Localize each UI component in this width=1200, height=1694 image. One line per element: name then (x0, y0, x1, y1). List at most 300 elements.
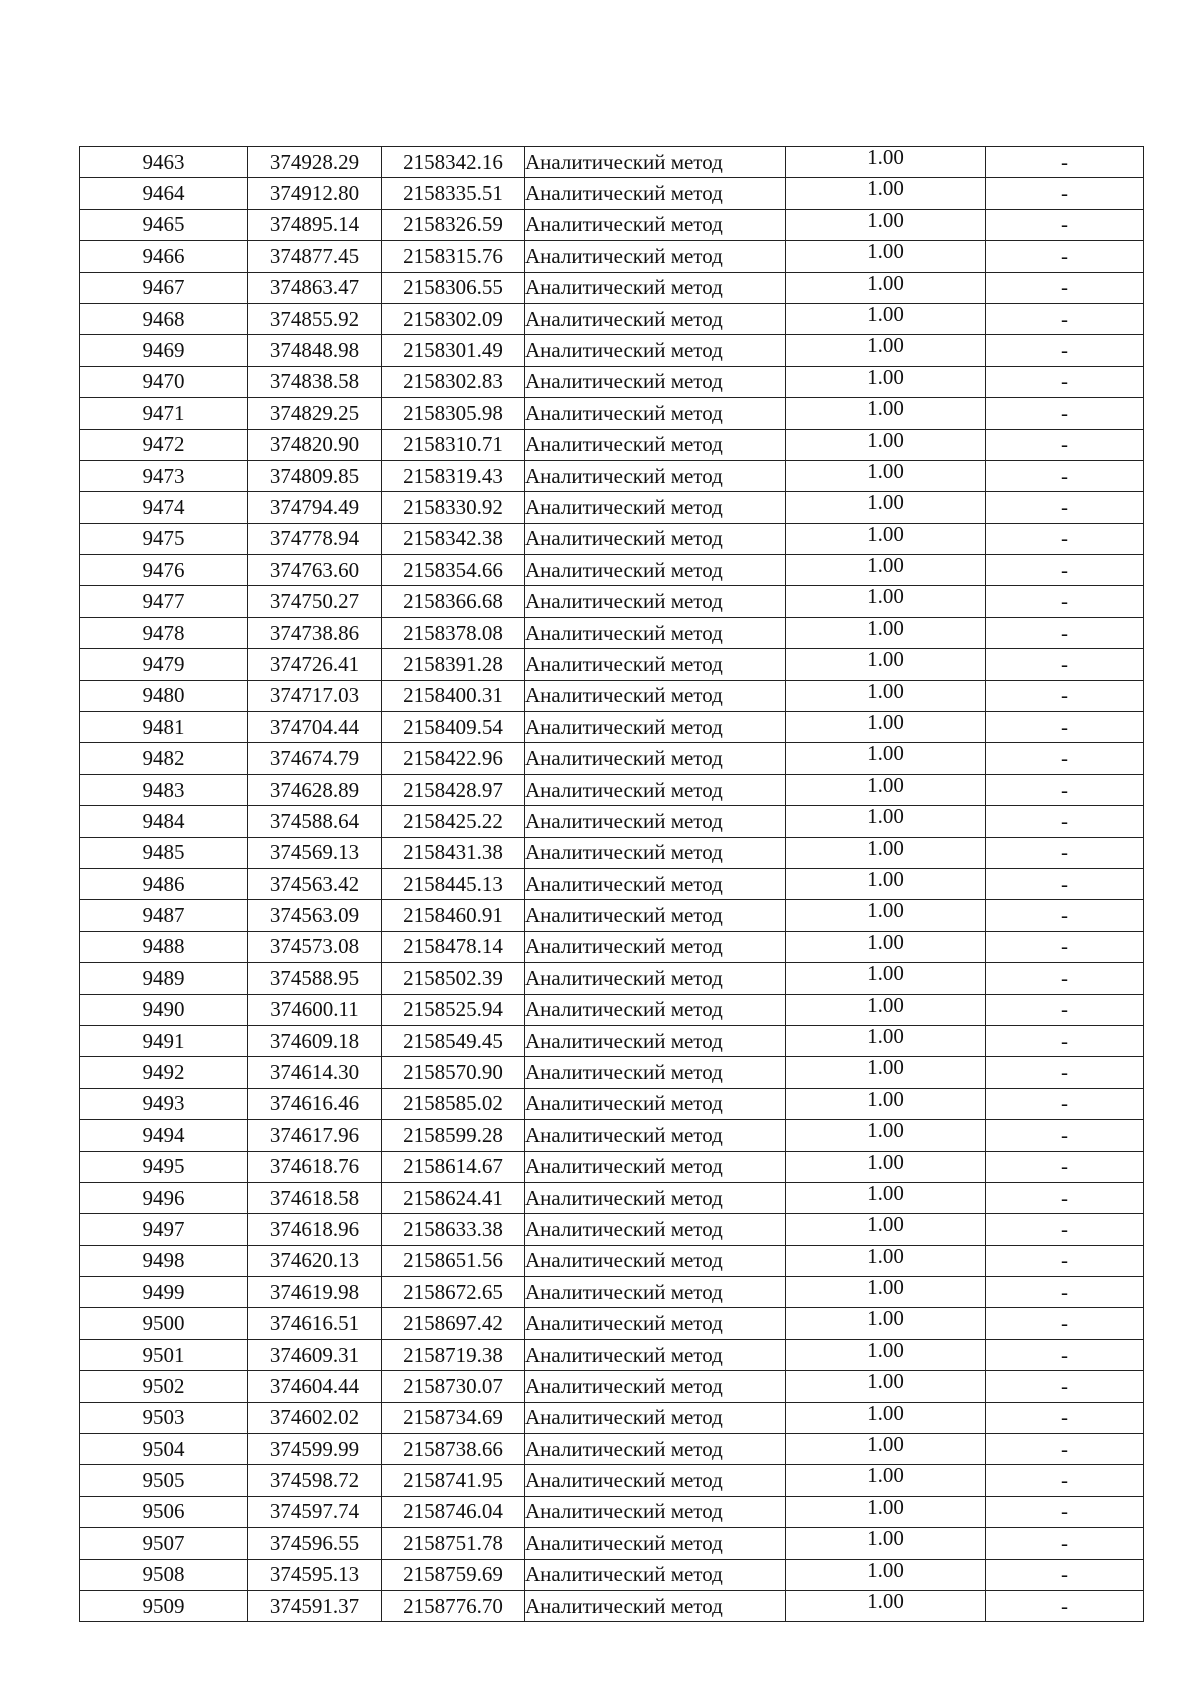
y-coordinate-cell: 2158614.67 (382, 1151, 525, 1182)
accuracy-cell: 1.00 (786, 178, 986, 209)
x-coordinate-cell: 374863.47 (248, 272, 382, 303)
description-cell: - (986, 335, 1144, 366)
point-number-cell: 9475 (80, 523, 248, 554)
accuracy-cell: 1.00 (786, 1120, 986, 1151)
x-coordinate-cell: 374595.13 (248, 1559, 382, 1590)
table-row (80, 1308, 1144, 1339)
accuracy-cell: 1.00 (786, 1088, 986, 1119)
method-cell: Аналитический метод (525, 178, 786, 209)
table-row (80, 335, 1144, 366)
table-row (80, 555, 1144, 586)
method-cell: Аналитический метод (525, 1465, 786, 1496)
y-coordinate-cell: 2158478.14 (382, 931, 525, 962)
x-coordinate-cell: 374618.58 (248, 1182, 382, 1213)
table-row (80, 1528, 1144, 1559)
method-cell: Аналитический метод (525, 366, 786, 397)
table-row (80, 1025, 1144, 1056)
point-number-cell: 9470 (80, 366, 248, 397)
table-row (80, 460, 1144, 491)
method-cell: Аналитический метод (525, 303, 786, 334)
point-number-cell: 9477 (80, 586, 248, 617)
description-cell: - (986, 1151, 1144, 1182)
y-coordinate-cell: 2158335.51 (382, 178, 525, 209)
x-coordinate-cell: 374618.76 (248, 1151, 382, 1182)
x-coordinate-cell: 374628.89 (248, 774, 382, 805)
method-cell: Аналитический метод (525, 1151, 786, 1182)
point-number-cell: 9482 (80, 743, 248, 774)
accuracy-cell: 1.00 (786, 963, 986, 994)
x-coordinate-cell: 374750.27 (248, 586, 382, 617)
y-coordinate-cell: 2158585.02 (382, 1088, 525, 1119)
method-cell: Аналитический метод (525, 398, 786, 429)
table-row (80, 1434, 1144, 1465)
description-cell: - (986, 147, 1144, 178)
x-coordinate-cell: 374591.37 (248, 1590, 382, 1621)
method-cell: Аналитический метод (525, 1088, 786, 1119)
table-row (80, 1371, 1144, 1402)
point-number-cell: 9507 (80, 1528, 248, 1559)
x-coordinate-cell: 374855.92 (248, 303, 382, 334)
method-cell: Аналитический метод (525, 335, 786, 366)
method-cell: Аналитический метод (525, 1245, 786, 1276)
point-number-cell: 9508 (80, 1559, 248, 1590)
y-coordinate-cell: 2158391.28 (382, 649, 525, 680)
table-row (80, 931, 1144, 962)
table-row (80, 523, 1144, 554)
y-coordinate-cell: 2158342.38 (382, 523, 525, 554)
point-number-cell: 9491 (80, 1025, 248, 1056)
y-coordinate-cell: 2158734.69 (382, 1402, 525, 1433)
method-cell: Аналитический метод (525, 523, 786, 554)
point-number-cell: 9469 (80, 335, 248, 366)
point-number-cell: 9504 (80, 1434, 248, 1465)
description-cell: - (986, 1402, 1144, 1433)
accuracy-cell: 1.00 (786, 774, 986, 805)
x-coordinate-cell: 374620.13 (248, 1245, 382, 1276)
y-coordinate-cell: 2158624.41 (382, 1182, 525, 1213)
table-row (80, 586, 1144, 617)
accuracy-cell: 1.00 (786, 931, 986, 962)
method-cell: Аналитический метод (525, 774, 786, 805)
description-cell: - (986, 868, 1144, 899)
point-number-cell: 9486 (80, 868, 248, 899)
description-cell: - (986, 492, 1144, 523)
method-cell: Аналитический метод (525, 1025, 786, 1056)
accuracy-cell: 1.00 (786, 366, 986, 397)
x-coordinate-cell: 374616.51 (248, 1308, 382, 1339)
x-coordinate-cell: 374895.14 (248, 209, 382, 240)
table-row (80, 1151, 1144, 1182)
x-coordinate-cell: 374563.42 (248, 868, 382, 899)
description-cell: - (986, 743, 1144, 774)
description-cell: - (986, 429, 1144, 460)
point-number-cell: 9464 (80, 178, 248, 209)
table-row (80, 806, 1144, 837)
description-cell: - (986, 1277, 1144, 1308)
accuracy-cell: 1.00 (786, 1151, 986, 1182)
point-number-cell: 9481 (80, 712, 248, 743)
y-coordinate-cell: 2158409.54 (382, 712, 525, 743)
method-cell: Аналитический метод (525, 806, 786, 837)
y-coordinate-cell: 2158751.78 (382, 1528, 525, 1559)
accuracy-cell: 1.00 (786, 900, 986, 931)
method-cell: Аналитический метод (525, 1308, 786, 1339)
accuracy-cell: 1.00 (786, 994, 986, 1025)
accuracy-cell: 1.00 (786, 837, 986, 868)
point-number-cell: 9492 (80, 1057, 248, 1088)
method-cell: Аналитический метод (525, 460, 786, 491)
table-row (80, 1277, 1144, 1308)
method-cell: Аналитический метод (525, 272, 786, 303)
y-coordinate-cell: 2158326.59 (382, 209, 525, 240)
method-cell: Аналитический метод (525, 492, 786, 523)
method-cell: Аналитический метод (525, 837, 786, 868)
description-cell: - (986, 1182, 1144, 1213)
accuracy-cell: 1.00 (786, 1559, 986, 1590)
description-cell: - (986, 963, 1144, 994)
method-cell: Аналитический метод (525, 1434, 786, 1465)
description-cell: - (986, 900, 1144, 931)
x-coordinate-cell: 374726.41 (248, 649, 382, 680)
accuracy-cell: 1.00 (786, 429, 986, 460)
table-row (80, 712, 1144, 743)
x-coordinate-cell: 374717.03 (248, 680, 382, 711)
x-coordinate-cell: 374674.79 (248, 743, 382, 774)
description-cell: - (986, 994, 1144, 1025)
accuracy-cell: 1.00 (786, 1496, 986, 1527)
table-row (80, 398, 1144, 429)
description-cell: - (986, 586, 1144, 617)
table-row (80, 303, 1144, 334)
x-coordinate-cell: 374563.09 (248, 900, 382, 931)
method-cell: Аналитический метод (525, 1371, 786, 1402)
method-cell: Аналитический метод (525, 680, 786, 711)
x-coordinate-cell: 374848.98 (248, 335, 382, 366)
x-coordinate-cell: 374928.29 (248, 147, 382, 178)
method-cell: Аналитический метод (525, 712, 786, 743)
method-cell: Аналитический метод (525, 1559, 786, 1590)
accuracy-cell: 1.00 (786, 1025, 986, 1056)
x-coordinate-cell: 374614.30 (248, 1057, 382, 1088)
accuracy-cell: 1.00 (786, 147, 986, 178)
description-cell: - (986, 680, 1144, 711)
point-number-cell: 9495 (80, 1151, 248, 1182)
point-number-cell: 9499 (80, 1277, 248, 1308)
description-cell: - (986, 1496, 1144, 1527)
table-row (80, 1182, 1144, 1213)
table-row (80, 900, 1144, 931)
y-coordinate-cell: 2158633.38 (382, 1214, 525, 1245)
description-cell: - (986, 1434, 1144, 1465)
accuracy-cell: 1.00 (786, 460, 986, 491)
point-number-cell: 9494 (80, 1120, 248, 1151)
description-cell: - (986, 555, 1144, 586)
table-row (80, 774, 1144, 805)
table-row (80, 366, 1144, 397)
accuracy-cell: 1.00 (786, 586, 986, 617)
point-number-cell: 9496 (80, 1182, 248, 1213)
table-row (80, 241, 1144, 272)
accuracy-cell: 1.00 (786, 209, 986, 240)
description-cell: - (986, 398, 1144, 429)
y-coordinate-cell: 2158525.94 (382, 994, 525, 1025)
method-cell: Аналитический метод (525, 1496, 786, 1527)
y-coordinate-cell: 2158378.08 (382, 617, 525, 648)
table-row (80, 429, 1144, 460)
description-cell: - (986, 1245, 1144, 1276)
x-coordinate-cell: 374738.86 (248, 617, 382, 648)
description-cell: - (986, 178, 1144, 209)
accuracy-cell: 1.00 (786, 241, 986, 272)
y-coordinate-cell: 2158301.49 (382, 335, 525, 366)
description-cell: - (986, 1590, 1144, 1621)
method-cell: Аналитический метод (525, 994, 786, 1025)
table-row (80, 492, 1144, 523)
method-cell: Аналитический метод (525, 1528, 786, 1559)
method-cell: Аналитический метод (525, 1182, 786, 1213)
method-cell: Аналитический метод (525, 617, 786, 648)
point-number-cell: 9493 (80, 1088, 248, 1119)
table-row (80, 272, 1144, 303)
accuracy-cell: 1.00 (786, 398, 986, 429)
point-number-cell: 9474 (80, 492, 248, 523)
description-cell: - (986, 837, 1144, 868)
table-row (80, 1465, 1144, 1496)
accuracy-cell: 1.00 (786, 1182, 986, 1213)
point-number-cell: 9473 (80, 460, 248, 491)
x-coordinate-cell: 374794.49 (248, 492, 382, 523)
x-coordinate-cell: 374598.72 (248, 1465, 382, 1496)
y-coordinate-cell: 2158651.56 (382, 1245, 525, 1276)
table-row (80, 147, 1144, 178)
point-number-cell: 9497 (80, 1214, 248, 1245)
y-coordinate-cell: 2158672.65 (382, 1277, 525, 1308)
accuracy-cell: 1.00 (786, 868, 986, 899)
method-cell: Аналитический метод (525, 1402, 786, 1433)
accuracy-cell: 1.00 (786, 1434, 986, 1465)
y-coordinate-cell: 2158330.92 (382, 492, 525, 523)
accuracy-cell: 1.00 (786, 1057, 986, 1088)
table-row (80, 649, 1144, 680)
y-coordinate-cell: 2158741.95 (382, 1465, 525, 1496)
accuracy-cell: 1.00 (786, 1277, 986, 1308)
accuracy-cell: 1.00 (786, 1339, 986, 1370)
accuracy-cell: 1.00 (786, 1214, 986, 1245)
y-coordinate-cell: 2158306.55 (382, 272, 525, 303)
point-number-cell: 9466 (80, 241, 248, 272)
description-cell: - (986, 931, 1144, 962)
accuracy-cell: 1.00 (786, 492, 986, 523)
y-coordinate-cell: 2158776.70 (382, 1590, 525, 1621)
point-number-cell: 9498 (80, 1245, 248, 1276)
accuracy-cell: 1.00 (786, 523, 986, 554)
method-cell: Аналитический метод (525, 900, 786, 931)
table-row (80, 1120, 1144, 1151)
description-cell: - (986, 1528, 1144, 1559)
description-cell: - (986, 303, 1144, 334)
description-cell: - (986, 1088, 1144, 1119)
description-cell: - (986, 1025, 1144, 1056)
point-number-cell: 9501 (80, 1339, 248, 1370)
x-coordinate-cell: 374600.11 (248, 994, 382, 1025)
y-coordinate-cell: 2158738.66 (382, 1434, 525, 1465)
accuracy-cell: 1.00 (786, 617, 986, 648)
description-cell: - (986, 712, 1144, 743)
y-coordinate-cell: 2158310.71 (382, 429, 525, 460)
table-row (80, 209, 1144, 240)
y-coordinate-cell: 2158697.42 (382, 1308, 525, 1339)
y-coordinate-cell: 2158302.09 (382, 303, 525, 334)
x-coordinate-cell: 374809.85 (248, 460, 382, 491)
y-coordinate-cell: 2158431.38 (382, 837, 525, 868)
accuracy-cell: 1.00 (786, 712, 986, 743)
method-cell: Аналитический метод (525, 931, 786, 962)
point-number-cell: 9480 (80, 680, 248, 711)
method-cell: Аналитический метод (525, 555, 786, 586)
method-cell: Аналитический метод (525, 1277, 786, 1308)
y-coordinate-cell: 2158342.16 (382, 147, 525, 178)
method-cell: Аналитический метод (525, 1214, 786, 1245)
description-cell: - (986, 272, 1144, 303)
point-number-cell: 9483 (80, 774, 248, 805)
method-cell: Аналитический метод (525, 147, 786, 178)
method-cell: Аналитический метод (525, 241, 786, 272)
method-cell: Аналитический метод (525, 868, 786, 899)
x-coordinate-cell: 374829.25 (248, 398, 382, 429)
y-coordinate-cell: 2158425.22 (382, 806, 525, 837)
description-cell: - (986, 1371, 1144, 1402)
point-number-cell: 9476 (80, 555, 248, 586)
x-coordinate-cell: 374704.44 (248, 712, 382, 743)
y-coordinate-cell: 2158746.04 (382, 1496, 525, 1527)
point-number-cell: 9472 (80, 429, 248, 460)
coordinates-table (79, 146, 1144, 1622)
accuracy-cell: 1.00 (786, 1308, 986, 1339)
table-row (80, 868, 1144, 899)
x-coordinate-cell: 374599.99 (248, 1434, 382, 1465)
point-number-cell: 9505 (80, 1465, 248, 1496)
point-number-cell: 9509 (80, 1590, 248, 1621)
table-body (80, 147, 1144, 1622)
point-number-cell: 9478 (80, 617, 248, 648)
x-coordinate-cell: 374778.94 (248, 523, 382, 554)
method-cell: Аналитический метод (525, 1120, 786, 1151)
accuracy-cell: 1.00 (786, 680, 986, 711)
description-cell: - (986, 241, 1144, 272)
x-coordinate-cell: 374616.46 (248, 1088, 382, 1119)
point-number-cell: 9502 (80, 1371, 248, 1402)
y-coordinate-cell: 2158599.28 (382, 1120, 525, 1151)
accuracy-cell: 1.00 (786, 303, 986, 334)
method-cell: Аналитический метод (525, 209, 786, 240)
description-cell: - (986, 617, 1144, 648)
table-row (80, 1402, 1144, 1433)
table-row (80, 1590, 1144, 1621)
description-cell: - (986, 1120, 1144, 1151)
method-cell: Аналитический метод (525, 963, 786, 994)
description-cell: - (986, 366, 1144, 397)
accuracy-cell: 1.00 (786, 335, 986, 366)
y-coordinate-cell: 2158730.07 (382, 1371, 525, 1402)
table-row (80, 617, 1144, 648)
y-coordinate-cell: 2158400.31 (382, 680, 525, 711)
point-number-cell: 9506 (80, 1496, 248, 1527)
y-coordinate-cell: 2158460.91 (382, 900, 525, 931)
y-coordinate-cell: 2158305.98 (382, 398, 525, 429)
point-number-cell: 9463 (80, 147, 248, 178)
accuracy-cell: 1.00 (786, 649, 986, 680)
accuracy-cell: 1.00 (786, 1402, 986, 1433)
x-coordinate-cell: 374569.13 (248, 837, 382, 868)
x-coordinate-cell: 374820.90 (248, 429, 382, 460)
point-number-cell: 9479 (80, 649, 248, 680)
point-number-cell: 9471 (80, 398, 248, 429)
y-coordinate-cell: 2158354.66 (382, 555, 525, 586)
x-coordinate-cell: 374609.18 (248, 1025, 382, 1056)
method-cell: Аналитический метод (525, 649, 786, 680)
description-cell: - (986, 1057, 1144, 1088)
y-coordinate-cell: 2158719.38 (382, 1339, 525, 1370)
method-cell: Аналитический метод (525, 1339, 786, 1370)
x-coordinate-cell: 374617.96 (248, 1120, 382, 1151)
method-cell: Аналитический метод (525, 429, 786, 460)
accuracy-cell: 1.00 (786, 743, 986, 774)
point-number-cell: 9490 (80, 994, 248, 1025)
y-coordinate-cell: 2158366.68 (382, 586, 525, 617)
table-row (80, 680, 1144, 711)
point-number-cell: 9485 (80, 837, 248, 868)
y-coordinate-cell: 2158759.69 (382, 1559, 525, 1590)
point-number-cell: 9500 (80, 1308, 248, 1339)
point-number-cell: 9489 (80, 963, 248, 994)
y-coordinate-cell: 2158422.96 (382, 743, 525, 774)
table-row (80, 837, 1144, 868)
accuracy-cell: 1.00 (786, 1371, 986, 1402)
table-row (80, 743, 1144, 774)
description-cell: - (986, 1214, 1144, 1245)
point-number-cell: 9488 (80, 931, 248, 962)
y-coordinate-cell: 2158428.97 (382, 774, 525, 805)
y-coordinate-cell: 2158570.90 (382, 1057, 525, 1088)
table-row (80, 1496, 1144, 1527)
method-cell: Аналитический метод (525, 1057, 786, 1088)
x-coordinate-cell: 374763.60 (248, 555, 382, 586)
point-number-cell: 9503 (80, 1402, 248, 1433)
point-number-cell: 9465 (80, 209, 248, 240)
accuracy-cell: 1.00 (786, 1245, 986, 1276)
description-cell: - (986, 1339, 1144, 1370)
x-coordinate-cell: 374597.74 (248, 1496, 382, 1527)
table-row (80, 994, 1144, 1025)
table-row (80, 963, 1144, 994)
x-coordinate-cell: 374573.08 (248, 931, 382, 962)
x-coordinate-cell: 374618.96 (248, 1214, 382, 1245)
description-cell: - (986, 649, 1144, 680)
y-coordinate-cell: 2158319.43 (382, 460, 525, 491)
method-cell: Аналитический метод (525, 743, 786, 774)
accuracy-cell: 1.00 (786, 272, 986, 303)
table-row (80, 1057, 1144, 1088)
table-row (80, 178, 1144, 209)
table-row (80, 1559, 1144, 1590)
x-coordinate-cell: 374588.95 (248, 963, 382, 994)
table-row (80, 1214, 1144, 1245)
y-coordinate-cell: 2158445.13 (382, 868, 525, 899)
y-coordinate-cell: 2158502.39 (382, 963, 525, 994)
accuracy-cell: 1.00 (786, 1465, 986, 1496)
description-cell: - (986, 1465, 1144, 1496)
point-number-cell: 9468 (80, 303, 248, 334)
